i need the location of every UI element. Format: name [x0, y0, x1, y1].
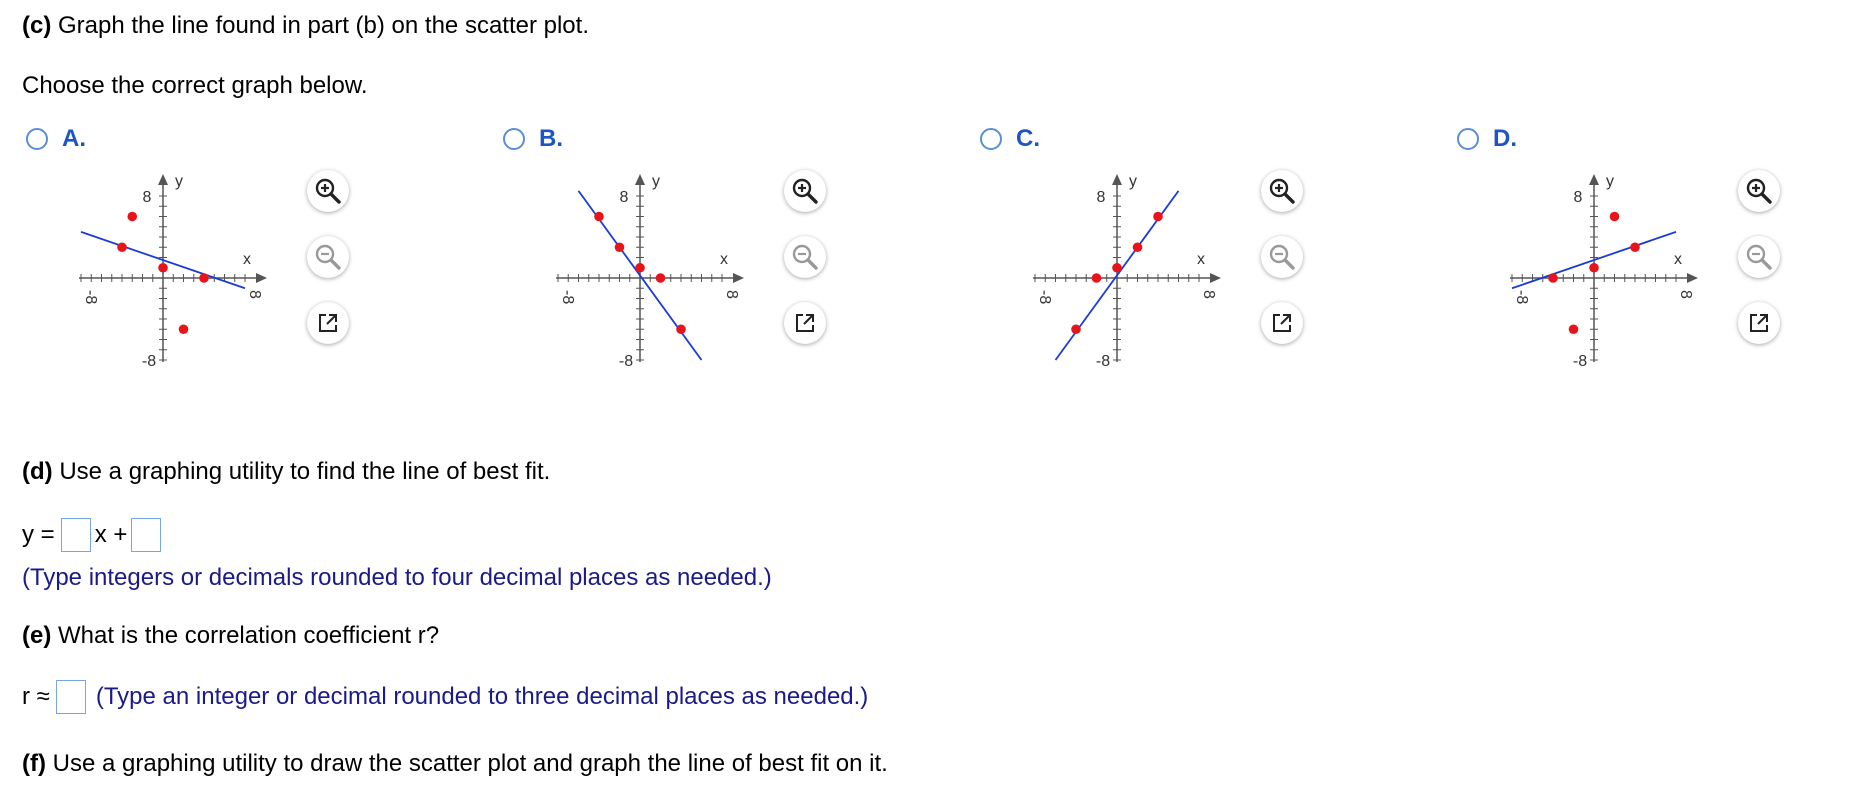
option-b-zoom-in-button[interactable] [784, 170, 826, 212]
open-external-icon [1270, 311, 1294, 335]
x-tick-label-pos: 8 [246, 290, 263, 299]
y-tick-label-pos: 8 [142, 189, 152, 206]
part-e-text: What is the correlation coefficient r? [58, 622, 440, 649]
data-point [1589, 263, 1599, 273]
data-point [158, 263, 168, 273]
y-axis-arrow [1112, 174, 1122, 185]
data-point [676, 324, 686, 334]
graph-b-svg [537, 168, 757, 384]
data-point [615, 242, 625, 252]
y-axis-label: y [652, 173, 660, 190]
y-axis-arrow [635, 174, 645, 185]
part-f-question [22, 750, 888, 778]
x-axis-arrow [256, 273, 267, 283]
part-d-text: Use a graphing utility to find the line of best fit. [59, 458, 551, 485]
part-c-question [22, 12, 589, 40]
eq-xplus-label: x + [94, 521, 128, 548]
x-axis-label: x [1197, 251, 1205, 268]
data-point [594, 212, 604, 222]
data-point [1133, 242, 1143, 252]
x-axis-arrow [1210, 273, 1221, 283]
x-tick-label-neg: -8 [1036, 290, 1053, 305]
option-b-letter: B. [539, 125, 563, 152]
option-c-letter: C. [1016, 125, 1040, 152]
zoom-out-icon [314, 243, 342, 271]
y-axis-arrow [1589, 174, 1599, 185]
option-d-letter: D. [1493, 125, 1517, 152]
graph-d-svg [1491, 168, 1711, 384]
option-a-zoom-out-button[interactable] [307, 236, 349, 278]
data-point [179, 324, 189, 334]
data-point [1153, 212, 1163, 222]
choose-text: Choose the correct graph below. [22, 72, 368, 99]
data-point [635, 263, 645, 273]
data-point [1071, 324, 1081, 334]
part-f-label: (f) [22, 750, 46, 777]
y-tick-label-pos: 8 [1096, 189, 1106, 206]
part-c-text: Graph the line found in part (b) on the scatter plot. [58, 12, 589, 39]
graph-a [60, 168, 280, 384]
x-tick-label-pos: 8 [723, 290, 740, 299]
graph-c-svg [1014, 168, 1234, 384]
data-point [1092, 273, 1102, 283]
part-d-question [22, 458, 550, 486]
data-point [1112, 263, 1122, 273]
data-point [1610, 212, 1620, 222]
zoom-out-icon [1268, 243, 1296, 271]
graph-b [537, 168, 757, 384]
data-point [199, 273, 209, 283]
hint-e: (Type an integer or decimal rounded to three decimal places as needed.) [95, 683, 869, 710]
option-a-open-external-button[interactable] [307, 302, 349, 344]
y-axis-label: y [175, 173, 183, 190]
graph-d [1491, 168, 1711, 384]
option-c-zoom-in-button[interactable] [1261, 170, 1303, 212]
data-point [1548, 273, 1558, 283]
r-row [22, 680, 868, 714]
x-axis-label: x [720, 251, 728, 268]
y-tick-label-neg: -8 [1572, 353, 1588, 370]
zoom-in-icon [791, 177, 819, 205]
option-b-zoom-out-button[interactable] [784, 236, 826, 278]
option-a-radio[interactable] [26, 128, 48, 150]
r-input[interactable] [56, 680, 86, 714]
zoom-in-icon [1745, 177, 1773, 205]
data-point [1569, 324, 1579, 334]
option-a[interactable] [26, 125, 86, 153]
x-tick-label-pos: 8 [1677, 290, 1694, 299]
y-tick-label-neg: -8 [1095, 353, 1111, 370]
option-b[interactable] [503, 125, 563, 153]
y-tick-label-neg: -8 [141, 353, 157, 370]
open-external-icon [316, 311, 340, 335]
eq-y-label: y = [22, 521, 55, 548]
slope-input[interactable] [61, 518, 91, 552]
option-a-zoom-in-button[interactable] [307, 170, 349, 212]
part-e-question [22, 622, 439, 650]
data-point [1630, 242, 1640, 252]
zoom-in-icon [1268, 177, 1296, 205]
option-d-zoom-in-button[interactable] [1738, 170, 1780, 212]
x-axis-label: x [243, 251, 251, 268]
option-d-zoom-out-button[interactable] [1738, 236, 1780, 278]
graph-c [1014, 168, 1234, 384]
y-tick-label-pos: 8 [619, 189, 629, 206]
data-point [656, 273, 666, 283]
part-d-label: (d) [22, 458, 53, 485]
x-axis-arrow [1687, 273, 1698, 283]
equation-row [22, 518, 161, 552]
option-d[interactable] [1457, 125, 1517, 153]
data-point [127, 212, 137, 222]
y-axis-label: y [1606, 173, 1614, 190]
x-tick-label-pos: 8 [1200, 290, 1217, 299]
zoom-in-icon [314, 177, 342, 205]
x-tick-label-neg: -8 [82, 290, 99, 305]
option-d-radio[interactable] [1457, 128, 1479, 150]
part-c-label: (c) [22, 12, 52, 39]
zoom-out-icon [791, 243, 819, 271]
y-tick-label-neg: -8 [618, 353, 634, 370]
part-f-text: Use a graphing utility to draw the scatter plot and graph the line of best fit on it. [52, 750, 888, 777]
option-b-open-external-button[interactable] [784, 302, 826, 344]
option-c-zoom-out-button[interactable] [1261, 236, 1303, 278]
data-point [117, 242, 127, 252]
option-c-radio[interactable] [980, 128, 1002, 150]
x-axis-label: x [1674, 251, 1682, 268]
x-axis-arrow [733, 273, 744, 283]
graph-a-svg [60, 168, 280, 384]
r-label: r ≈ [22, 683, 50, 710]
open-external-icon [793, 311, 817, 335]
option-b-radio[interactable] [503, 128, 525, 150]
option-d-open-external-button[interactable] [1738, 302, 1780, 344]
hint-d: (Type integers or decimals rounded to four decimal places as needed.) [22, 564, 772, 591]
zoom-out-icon [1745, 243, 1773, 271]
x-tick-label-neg: -8 [1513, 290, 1530, 305]
y-axis-arrow [158, 174, 168, 185]
y-axis-label: y [1129, 173, 1137, 190]
option-c[interactable] [980, 125, 1040, 153]
option-a-letter: A. [62, 125, 86, 152]
intercept-input[interactable] [131, 518, 161, 552]
x-tick-label-neg: -8 [559, 290, 576, 305]
open-external-icon [1747, 311, 1771, 335]
y-tick-label-pos: 8 [1573, 189, 1583, 206]
part-e-label: (e) [22, 622, 52, 649]
option-c-open-external-button[interactable] [1261, 302, 1303, 344]
